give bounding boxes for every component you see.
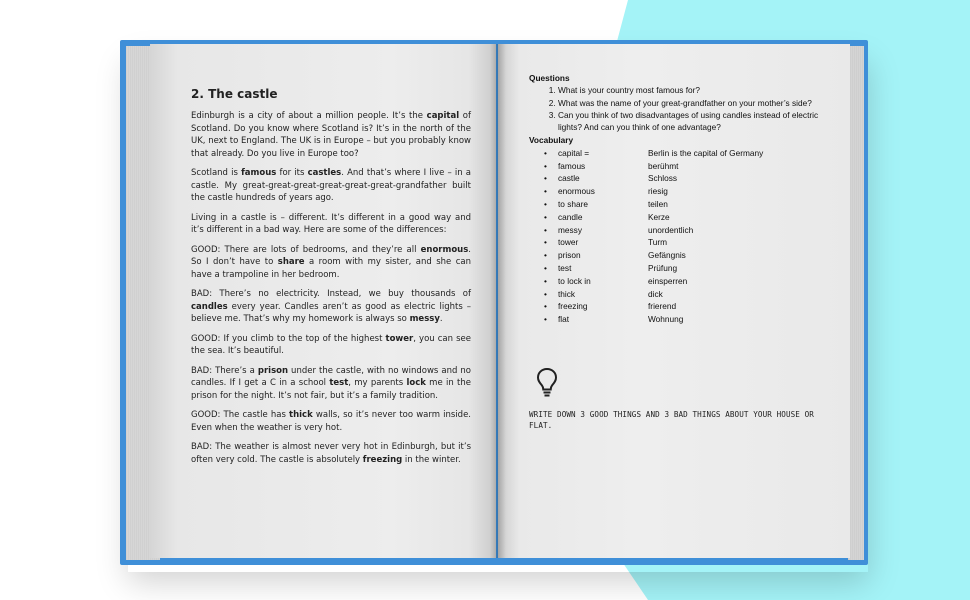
vocabulary-item bbox=[529, 288, 819, 301]
story-paragraph bbox=[191, 212, 471, 237]
bullet-icon: • bbox=[544, 147, 547, 158]
bullet-icon: • bbox=[544, 301, 547, 312]
bullet-icon: • bbox=[544, 237, 547, 248]
vocab-word-highlight: candles bbox=[191, 301, 228, 312]
text-run: a room with my sister, and she can have a trampoline in her bedroom. bbox=[191, 257, 471, 280]
vocabulary-term: castle bbox=[558, 173, 580, 184]
chapter-title: 2. The castle bbox=[191, 87, 278, 101]
text-run: of Scotland. Do you know where Scotland is? It’s in the north of the UK, next to England. The UK is in Europe – but you probably know that already. Do you live in Europe too? bbox=[191, 111, 471, 159]
vocabulary-translation: riesig bbox=[648, 186, 668, 197]
story-paragraph bbox=[191, 441, 471, 466]
vocabulary-translation: Turm bbox=[648, 237, 668, 248]
question-item: 3. Can you think of two disadvantages of using candles instead of electric lights? And can you think of one advantage? bbox=[558, 109, 819, 134]
writing-task bbox=[529, 409, 829, 431]
vocabulary-translation: Schloss bbox=[648, 173, 678, 184]
text-run: . And that’s where I live – in a castle. My great-great-great-great-great-great-grandfather built the castle hundreds of years ago. bbox=[191, 168, 471, 203]
vocabulary-translation: frierend bbox=[648, 301, 677, 312]
vocab-word-highlight: messy bbox=[409, 314, 440, 324]
vocab-word-highlight: capital bbox=[426, 111, 460, 121]
text-run: BAD: The weather is almost never very hot in Edinburgh, but it’s often very cold. The castle is absolutely bbox=[191, 442, 471, 465]
text-run: GOOD: The castle has bbox=[191, 410, 290, 420]
story-paragraph bbox=[191, 365, 471, 403]
text-run: under the castle, with no windows and no candles. If I get a C in a school bbox=[191, 365, 471, 388]
bullet-icon: • bbox=[544, 173, 547, 184]
story-paragraph bbox=[191, 244, 471, 282]
text-run: GOOD: There are lots of bedrooms, and they’re all bbox=[191, 244, 421, 255]
right-page-content bbox=[529, 72, 819, 326]
left-page-content bbox=[191, 86, 471, 473]
vocabulary-item bbox=[529, 236, 819, 249]
text-run: every year. Candles aren’t as good as electric lights – believe me. That’s why my homework is always so bbox=[191, 301, 471, 324]
writing-task-text: WRITE DOWN 3 GOOD THINGS AND 3 BAD THINGS ABOUT YOUR HOUSE OR FLAT. bbox=[529, 410, 814, 430]
vocabulary-heading: Vocabulary bbox=[529, 135, 574, 146]
text-run: . bbox=[439, 314, 443, 324]
vocabulary-translation: teilen bbox=[648, 198, 668, 209]
story-paragraph bbox=[191, 409, 471, 434]
text-run: Living in a castle is – different. It’s different in a good way and it’s different in a bad way. Here are some of the differences: bbox=[191, 212, 471, 235]
vocab-word-highlight: freezing bbox=[362, 454, 403, 465]
vocabulary-translation: Wohnung bbox=[648, 314, 684, 325]
page-edges-right bbox=[848, 46, 864, 560]
vocabulary-item bbox=[529, 185, 819, 198]
vocabulary-term: flat bbox=[558, 314, 570, 325]
bullet-icon: • bbox=[544, 275, 547, 286]
vocabulary-term: tower bbox=[558, 237, 579, 248]
questions-heading: Questions bbox=[529, 73, 570, 83]
vocabulary-item bbox=[529, 160, 819, 173]
vocabulary-translation: Gefängnis bbox=[648, 250, 686, 261]
vocabulary-item bbox=[529, 262, 819, 275]
vocabulary-item bbox=[529, 147, 819, 160]
vocabulary-item bbox=[529, 211, 819, 224]
text-run: Scotland is bbox=[191, 168, 242, 178]
vocabulary-term: candle bbox=[558, 211, 583, 222]
vocabulary-term: test bbox=[558, 262, 572, 273]
text-run: . So I don’t have to bbox=[191, 244, 471, 267]
story-paragraph bbox=[191, 110, 471, 160]
story-paragraph bbox=[191, 288, 471, 326]
story-paragraph bbox=[191, 167, 471, 205]
vocabulary-item bbox=[529, 198, 819, 211]
vocabulary-term: freezing bbox=[558, 301, 588, 312]
text-run: me in the prison for the night. It’s not fair, but it’s a family tradition. bbox=[191, 378, 471, 401]
bullet-icon: • bbox=[544, 262, 547, 273]
vocab-word-highlight: test bbox=[329, 378, 349, 388]
vocabulary-term: capital = bbox=[558, 147, 590, 158]
vocab-word-highlight: castles bbox=[307, 168, 342, 178]
text-run: Edinburgh is a city of about a million people. It’s the bbox=[191, 111, 427, 121]
vocab-word-highlight: lock bbox=[406, 378, 426, 388]
text-run: in the winter. bbox=[402, 454, 461, 465]
vocabulary-translation: einsperren bbox=[648, 275, 688, 286]
vocabulary-item bbox=[529, 249, 819, 262]
text-run: for its bbox=[276, 168, 308, 178]
text-run: walls, so it’s never too warm inside. Even when the weather is very hot. bbox=[191, 410, 471, 433]
vocabulary-translation: unordentlich bbox=[648, 224, 694, 235]
bullet-icon: • bbox=[544, 160, 547, 171]
bullet-icon: • bbox=[544, 211, 547, 222]
vocabulary-list bbox=[529, 147, 819, 326]
bullet-icon: • bbox=[544, 186, 547, 197]
vocabulary-translation: Prüfung bbox=[648, 262, 678, 273]
text-run: BAD: There’s no electricity. Instead, we buy thousands of bbox=[191, 289, 471, 299]
questions-list bbox=[529, 84, 819, 133]
vocabulary-translation: Berlin is the capital of Germany bbox=[648, 147, 764, 158]
bullet-icon: • bbox=[544, 224, 547, 235]
text-run: GOOD: If you climb to the top of the highest bbox=[191, 333, 386, 344]
vocabulary-term: enormous bbox=[558, 186, 595, 197]
vocabulary-translation: Kerze bbox=[648, 211, 670, 222]
vocabulary-translation: berühmt bbox=[648, 160, 679, 171]
vocabulary-term: prison bbox=[558, 250, 581, 261]
vocabulary-term: messy bbox=[558, 224, 582, 235]
vocabulary-term: to lock in bbox=[558, 275, 591, 286]
bullet-icon: • bbox=[544, 314, 547, 325]
vocabulary-item bbox=[529, 224, 819, 237]
vocabulary-item bbox=[529, 313, 819, 326]
vocabulary-term: famous bbox=[558, 160, 586, 171]
vocab-word-highlight: thick bbox=[289, 410, 313, 420]
bullet-icon: • bbox=[544, 198, 547, 209]
vocabulary-item bbox=[529, 172, 819, 185]
vocab-word-highlight: prison bbox=[257, 365, 289, 376]
vocabulary-translation: dick bbox=[648, 288, 663, 299]
lightbulb-icon bbox=[536, 367, 558, 399]
vocabulary-term: thick bbox=[558, 288, 576, 299]
book-gutter bbox=[490, 44, 506, 558]
text-run: BAD: There’s a bbox=[191, 365, 258, 376]
vocabulary-item bbox=[529, 300, 819, 313]
text-run: , you can see the sea. It’s beautiful. bbox=[191, 333, 471, 356]
bullet-icon: • bbox=[544, 250, 547, 261]
question-item: 2. What was the name of your great-grandfather on your mother’s side? bbox=[558, 97, 819, 109]
vocab-word-highlight: famous bbox=[241, 168, 277, 178]
vocab-word-highlight: tower bbox=[385, 333, 414, 344]
vocab-word-highlight: enormous bbox=[420, 244, 469, 255]
vocabulary-term: to share bbox=[558, 198, 588, 209]
story-text bbox=[191, 110, 471, 466]
story-paragraph bbox=[191, 333, 471, 358]
bullet-icon: • bbox=[544, 288, 547, 299]
question-item: 1. What is your country most famous for? bbox=[558, 84, 819, 96]
vocabulary-item bbox=[529, 275, 819, 288]
text-run: , my parents bbox=[348, 378, 407, 388]
vocab-word-highlight: share bbox=[277, 257, 305, 267]
